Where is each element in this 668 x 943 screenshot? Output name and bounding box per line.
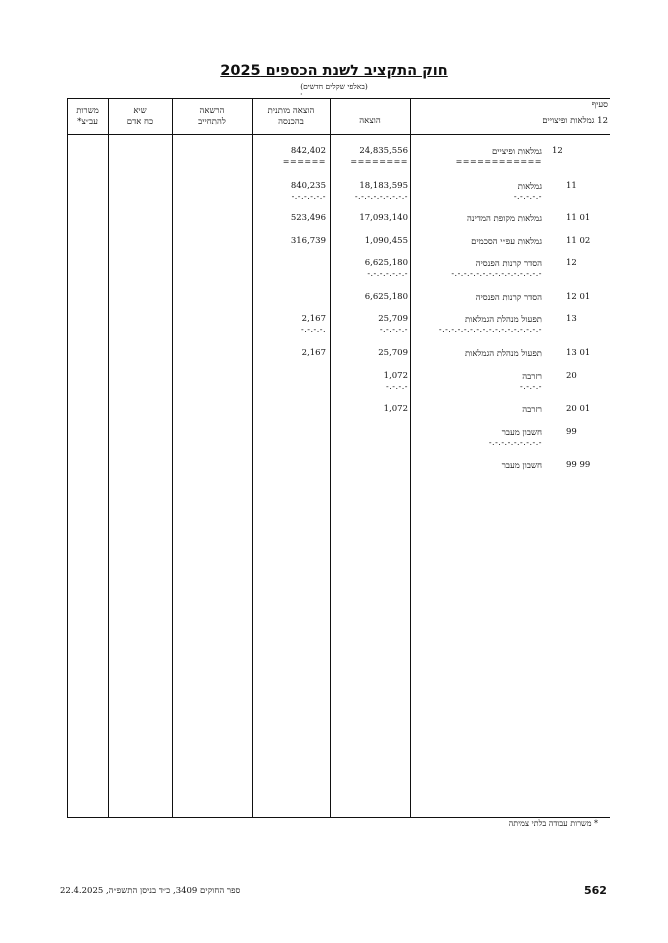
page-title: חוק התקציב לשנת הכספים 2025 <box>220 63 448 79</box>
row-expense: 1,072 <box>383 404 408 414</box>
col-divider <box>172 98 173 818</box>
header-conditional-2: בהכנסה <box>278 117 304 127</box>
header-manpower-2: כח אדם <box>126 117 154 127</box>
row-label: חשבון מעבר <box>501 428 542 438</box>
header-section: סעיף <box>591 100 608 110</box>
footnote: * משרות עבודה בלתי צמיתה <box>508 819 598 828</box>
row-code: 11 02 <box>566 236 591 246</box>
row-conditional: 840,235 <box>290 181 326 191</box>
row-code: 13 <box>566 314 577 324</box>
row-label: חשבון מעבר <box>501 461 542 471</box>
row-label: רזרבה <box>522 372 542 382</box>
row-expense: 1,072 <box>383 371 408 381</box>
row-expense-underline: -.-.-.- <box>386 382 408 391</box>
row-code: 13 01 <box>566 348 591 358</box>
row-expense: 25,709 <box>378 348 408 358</box>
row-code: 12 01 <box>566 292 591 302</box>
row-conditional: 2,167 <box>301 348 326 358</box>
row-label: גמלאות עפ״י הסכמים <box>471 237 542 247</box>
row-expense: 18,183,595 <box>359 181 408 191</box>
row-label-underline: -.-.-.-.-.-.-.-.-.-.-.-.-.-.- <box>451 269 542 278</box>
header-manpower-1: שיא <box>133 106 147 116</box>
row-code: 11 <box>566 181 577 191</box>
row-code: 20 <box>566 371 577 381</box>
page-number: 562 <box>584 884 607 897</box>
header-authorization-1: הרשאה <box>199 106 225 116</box>
row-code: 11 01 <box>566 213 591 223</box>
row-code: 12 <box>566 258 577 268</box>
row-expense-underline: -.-.-.-.-.-.- <box>367 269 408 278</box>
row-code: 99 99 <box>566 460 591 470</box>
row-conditional-underline: -.-.-.-. <box>301 325 326 334</box>
row-conditional: 523,496 <box>290 213 326 223</box>
row-label: הסדר קרנות הפנסיה <box>475 259 542 269</box>
row-code: 99 <box>566 427 577 437</box>
table-top-border <box>67 98 610 99</box>
row-code: 12 <box>552 146 563 156</box>
table-bottom-border <box>67 817 610 818</box>
row-expense: 24,835,556 <box>359 146 408 156</box>
row-label: תפעול מנהלת הגמלאות <box>464 349 542 359</box>
row-label: גמלאות <box>517 182 542 192</box>
page-subtitle: (באלפי שקלים חדשים) <box>300 82 368 91</box>
col-divider <box>330 98 331 818</box>
row-label-underline: ============ <box>455 157 542 166</box>
header-positions-1: משרות <box>76 106 99 116</box>
header-expense: הוצאה <box>359 116 381 126</box>
row-expense: 1,090,455 <box>364 236 408 246</box>
row-expense-underline: ======== <box>350 157 408 166</box>
row-label: רזרבה <box>522 405 542 415</box>
row-expense: 17,093,140 <box>359 213 408 223</box>
header-section-sub: 12 גמלאות ופיצויים <box>542 116 608 126</box>
row-conditional-underline: -.-.-.-.-.- <box>291 192 326 201</box>
header-authorization-2: להתחייב <box>198 117 226 127</box>
row-conditional-underline: ====== <box>282 157 326 166</box>
row-expense-underline: -.-.-.-.-.-.-.-.- <box>354 192 408 201</box>
col-divider <box>67 98 68 818</box>
col-divider <box>108 98 109 818</box>
col-divider <box>410 98 411 818</box>
stray-mark: · <box>300 90 303 99</box>
row-label-underline: -.-.-.- <box>520 382 542 391</box>
row-expense: 6,625,180 <box>364 292 408 302</box>
row-code: 20 01 <box>566 404 591 414</box>
row-conditional: 842,402 <box>290 146 326 156</box>
row-label-underline: -.-.-.-.-.-.-.-.-.-.-.-.-.-.-.-.- <box>438 325 542 334</box>
row-conditional: 316,739 <box>290 236 326 246</box>
header-positions-2: עב״צ* <box>77 117 98 127</box>
row-label: גמלאות מקופת המדינה <box>467 214 542 224</box>
row-label: גמלאות ופיציים <box>491 147 542 157</box>
header-bottom-border <box>67 134 610 135</box>
row-label-underline: -.-.-.-.-.-.-.-.- <box>488 438 542 447</box>
row-label: הסדר קרנות הפנסיה <box>475 293 542 303</box>
col-divider <box>252 98 253 818</box>
header-conditional-1: הוצאה מותנית <box>267 106 315 116</box>
publication-info: ספר החוקים 3409, כ״ד בניסן התשפ״ה, 22.4.2025 <box>60 886 241 896</box>
row-label-underline: -.-.-.-.- <box>513 192 542 201</box>
row-conditional: 2,167 <box>301 314 326 324</box>
row-label: תפעול מנהלת הגמלאות <box>464 315 542 325</box>
row-expense-underline: -.-.-.-.- <box>379 325 408 334</box>
row-expense: 6,625,180 <box>364 258 408 268</box>
row-expense: 25,709 <box>378 314 408 324</box>
